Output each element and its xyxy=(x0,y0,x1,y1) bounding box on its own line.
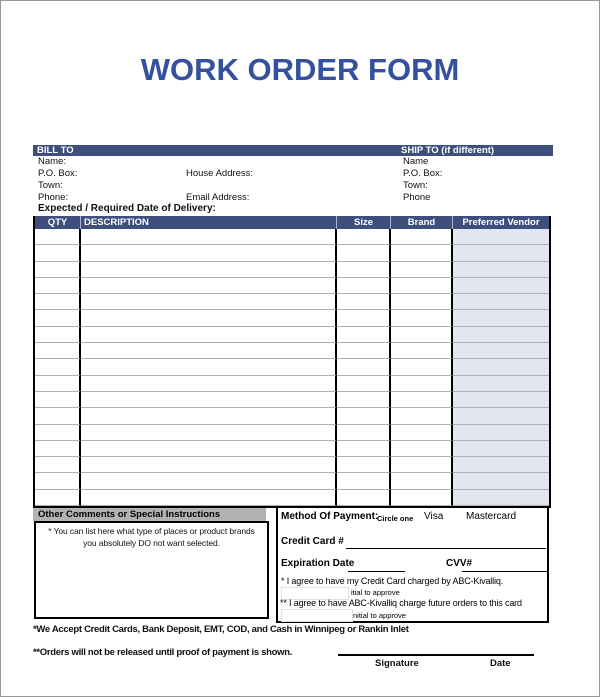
signature-date-line[interactable] xyxy=(338,654,534,656)
vendor-cell[interactable] xyxy=(453,441,549,457)
brand-cell[interactable] xyxy=(391,310,453,326)
size-cell[interactable] xyxy=(337,262,391,278)
vendor-cell[interactable] xyxy=(453,490,549,506)
address-header-bar xyxy=(33,145,553,156)
qty-cell[interactable] xyxy=(35,327,81,343)
size-cell[interactable] xyxy=(337,278,391,294)
cvv-field[interactable] xyxy=(462,571,547,572)
cvv-label: CVV# xyxy=(446,558,473,569)
vendor-cell[interactable] xyxy=(453,376,549,392)
table-row xyxy=(35,490,549,506)
qty-cell[interactable] xyxy=(35,294,81,310)
desc-cell[interactable] xyxy=(81,376,337,392)
table-row xyxy=(35,229,549,245)
table-row xyxy=(35,425,549,441)
desc-cell[interactable] xyxy=(81,327,337,343)
brand-cell[interactable] xyxy=(391,441,453,457)
credit-card-field[interactable] xyxy=(346,548,546,549)
bill-to-phone-label: Phone: xyxy=(38,192,69,203)
footer-note-release-policy: **Orders will not be released until proof of payment is shown. xyxy=(33,647,293,658)
brand-cell[interactable] xyxy=(391,408,453,424)
ship-to-po-box-label: P.O. Box: xyxy=(403,168,443,179)
agreement1-text: * I agree to have my Credit Card charged by ABC-Kivalliq. xyxy=(281,576,504,586)
vendor-cell[interactable] xyxy=(453,359,549,375)
size-cell[interactable] xyxy=(337,490,391,506)
desc-cell[interactable] xyxy=(81,473,337,489)
size-cell[interactable] xyxy=(337,343,391,359)
qty-cell[interactable] xyxy=(35,310,81,326)
brand-cell[interactable] xyxy=(391,425,453,441)
col-header-description: DESCRIPTION xyxy=(81,216,337,229)
col-header-brand: Brand xyxy=(391,216,453,229)
brand-cell[interactable] xyxy=(391,392,453,408)
expiration-date-field[interactable] xyxy=(348,571,405,572)
form-title: WORK ORDER FORM xyxy=(140,52,460,87)
table-row xyxy=(35,262,549,278)
qty-cell[interactable] xyxy=(35,408,81,424)
brand-cell[interactable] xyxy=(391,473,453,489)
brand-cell[interactable] xyxy=(391,278,453,294)
vendor-cell[interactable] xyxy=(453,310,549,326)
bill-to-po-box-label: P.O. Box: xyxy=(38,168,78,179)
table-row xyxy=(35,278,549,294)
table-row xyxy=(35,294,549,310)
comments-header: Other Comments or Special Instructions xyxy=(33,508,266,521)
desc-cell[interactable] xyxy=(81,392,337,408)
size-cell[interactable] xyxy=(337,441,391,457)
vendor-cell[interactable] xyxy=(453,294,549,310)
qty-cell[interactable] xyxy=(35,490,81,506)
payment-option-mastercard[interactable]: Mastercard xyxy=(466,511,517,522)
comments-note-line2: you absolutely DO not want selected. xyxy=(83,538,220,548)
desc-cell[interactable] xyxy=(81,294,337,310)
table-row xyxy=(35,473,549,489)
bill-to-town-label: Town: xyxy=(38,180,63,191)
qty-cell[interactable] xyxy=(35,262,81,278)
payment-box xyxy=(276,506,549,623)
expiration-date-label: Expiration Date xyxy=(281,558,355,569)
size-cell[interactable] xyxy=(337,245,391,261)
items-table-header xyxy=(35,216,549,229)
desc-cell[interactable] xyxy=(81,359,337,375)
table-row xyxy=(35,245,549,261)
payment-option-visa[interactable]: Visa xyxy=(424,511,444,522)
table-row xyxy=(35,408,549,424)
house-address-label: House Address: xyxy=(186,168,254,179)
vendor-cell[interactable] xyxy=(453,229,549,245)
items-table xyxy=(33,216,551,508)
desc-cell[interactable] xyxy=(81,490,337,506)
size-cell[interactable] xyxy=(337,473,391,489)
size-cell[interactable] xyxy=(337,376,391,392)
desc-cell[interactable] xyxy=(81,229,337,245)
qty-cell[interactable] xyxy=(35,278,81,294)
col-header-preferred-vendor: Preferred Vendor xyxy=(462,217,540,228)
size-cell[interactable] xyxy=(337,310,391,326)
agreement2-initial-label: nitial to approve xyxy=(353,611,406,620)
qty-cell[interactable] xyxy=(35,441,81,457)
size-cell[interactable] xyxy=(337,229,391,245)
desc-cell[interactable] xyxy=(81,245,337,261)
size-cell[interactable] xyxy=(337,294,391,310)
brand-cell[interactable] xyxy=(391,376,453,392)
vendor-cell[interactable] xyxy=(453,457,549,473)
desc-cell[interactable] xyxy=(81,441,337,457)
vendor-cell[interactable] xyxy=(453,343,549,359)
col-header-qty: QTY xyxy=(35,216,81,229)
ship-to-name-label: Name xyxy=(403,156,429,167)
table-row xyxy=(35,359,549,375)
desc-cell[interactable] xyxy=(81,457,337,473)
col-header-size: Size xyxy=(337,216,391,229)
brand-cell[interactable] xyxy=(391,490,453,506)
qty-cell[interactable] xyxy=(35,425,81,441)
desc-cell[interactable] xyxy=(81,278,337,294)
email-address-label: Email Address: xyxy=(186,192,250,203)
bill-to-header: BILL TO xyxy=(37,145,74,156)
qty-cell[interactable] xyxy=(35,473,81,489)
brand-cell[interactable] xyxy=(391,327,453,343)
desc-cell[interactable] xyxy=(81,425,337,441)
footer-note-accepted-payments: *We Accept Credit Cards, Bank Deposit, EMT, COD, and Cash in Winnipeg or Rankin Inlet xyxy=(33,624,409,635)
desc-cell[interactable] xyxy=(81,262,337,278)
ship-to-phone-label: Phone xyxy=(403,192,431,203)
vendor-cell[interactable] xyxy=(453,408,549,424)
vendor-cell[interactable] xyxy=(453,425,549,441)
vendor-cell[interactable] xyxy=(453,245,549,261)
size-cell[interactable] xyxy=(337,457,391,473)
qty-cell[interactable] xyxy=(35,229,81,245)
table-row xyxy=(35,441,549,457)
delivery-date-label: Expected / Required Date of Delivery: xyxy=(38,203,216,214)
ship-to-town-label: Town: xyxy=(403,180,428,191)
items-table-body xyxy=(35,229,549,506)
table-row xyxy=(35,343,549,359)
circle-one-label: Circle one xyxy=(377,514,414,523)
qty-cell[interactable] xyxy=(35,392,81,408)
size-cell[interactable] xyxy=(337,359,391,375)
method-of-payment-label: Method Of Payment: xyxy=(281,511,379,522)
vendor-cell[interactable] xyxy=(453,262,549,278)
size-cell[interactable] xyxy=(337,392,391,408)
credit-card-label: Credit Card # xyxy=(281,536,344,547)
brand-cell[interactable] xyxy=(391,457,453,473)
agreement2-initial-box[interactable] xyxy=(281,609,353,622)
vendor-cell[interactable] xyxy=(453,392,549,408)
brand-cell[interactable] xyxy=(391,262,453,278)
agreement2-text: ** I agree to have ABC-Kivalliq charge future orders to this card xyxy=(280,598,522,608)
ship-to-header: SHIP TO (if different) xyxy=(401,145,495,156)
size-cell[interactable] xyxy=(337,327,391,343)
date-label: Date xyxy=(490,658,511,669)
size-cell[interactable] xyxy=(337,425,391,441)
bill-to-name-label: Name: xyxy=(38,156,66,167)
brand-cell[interactable] xyxy=(391,359,453,375)
desc-cell[interactable] xyxy=(81,408,337,424)
table-row xyxy=(35,327,549,343)
vendor-cell[interactable] xyxy=(453,327,549,343)
comments-note-line1: * You can list here what type of places or product brands xyxy=(48,526,255,536)
agreement1-initial-label: itial to approve xyxy=(351,588,400,597)
qty-cell[interactable] xyxy=(35,359,81,375)
qty-cell[interactable] xyxy=(35,457,81,473)
brand-cell[interactable] xyxy=(391,245,453,261)
qty-cell[interactable] xyxy=(35,245,81,261)
comments-box[interactable] xyxy=(34,521,269,619)
desc-cell[interactable] xyxy=(81,310,337,326)
brand-cell[interactable] xyxy=(391,229,453,245)
table-row xyxy=(35,310,549,326)
vendor-cell[interactable] xyxy=(453,473,549,489)
table-row xyxy=(35,376,549,392)
qty-cell[interactable] xyxy=(35,343,81,359)
table-row xyxy=(35,392,549,408)
brand-cell[interactable] xyxy=(391,294,453,310)
table-row xyxy=(35,457,549,473)
qty-cell[interactable] xyxy=(35,376,81,392)
signature-label: Signature xyxy=(375,658,419,669)
brand-cell[interactable] xyxy=(391,343,453,359)
size-cell[interactable] xyxy=(337,408,391,424)
vendor-cell[interactable] xyxy=(453,278,549,294)
desc-cell[interactable] xyxy=(81,343,337,359)
